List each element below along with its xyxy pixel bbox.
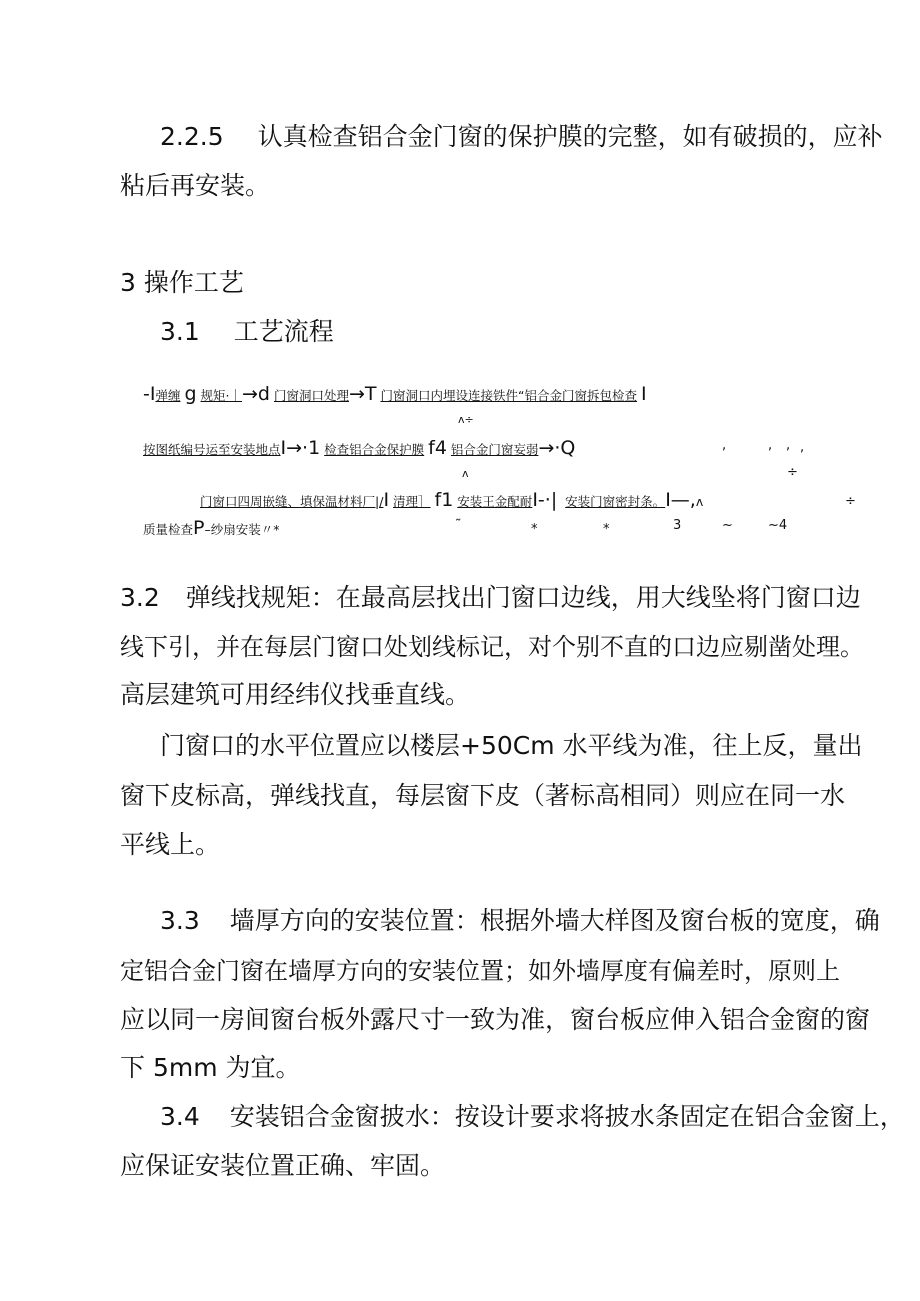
flow-arrow: I→·1 (280, 437, 321, 459)
flow-token: | (550, 489, 558, 511)
flow-token: I (640, 383, 647, 405)
flow-arrow: →·Q (538, 437, 576, 459)
section-3-2-line-2: 线下引，并在每层门窗口处划线标记，对个别不直的口边应剔凿处理。 (120, 633, 864, 661)
flow-mark: , (786, 438, 791, 453)
flow-step-chaibao: “铝合金门窗拆包检查 (518, 388, 637, 403)
flow-token: f4 (428, 437, 447, 459)
paragraph-text: 弹线找规矩：在最高层找出门窗口边线，用大线坠将门窗口边 (185, 583, 861, 612)
section-3-2-para-2-line-2: 窗下皮标高，弹线找直，每层窗下皮（著标高相同）则应在同一水 (120, 781, 846, 810)
section-3-2-para-2-line-3: 平线上。 (120, 830, 221, 859)
flow-row-4 (143, 517, 280, 539)
section-3-1-heading (160, 317, 334, 347)
flow-mark: 3 (673, 518, 682, 533)
section-2-2-5-line-2: 粘后再安装。 (120, 171, 271, 200)
section-3-3-line-4: 下 5mm 为宜。 (120, 1053, 301, 1082)
paragraph-text: 墙厚方向的安装位置：根据外墙大样图及窗台板的宽度，确 (229, 906, 880, 935)
flow-step-guiju: 规矩·｜ (200, 388, 242, 403)
flow-row-3 (200, 489, 704, 511)
section-number: 2.2.5 (160, 122, 224, 151)
flow-step-mifengtiao: 安装门窗密封条。 (565, 494, 666, 509)
flow-mark: , (768, 438, 773, 453)
flow-step-maishe: 门窗洞口内埋设连接铁件 (380, 388, 519, 403)
section-number: 3.4 (160, 1102, 200, 1131)
flow-step-qianfeng: 门窗口四周嵌缝、填保温材料厂|/ (200, 494, 384, 509)
flow-step-baohumo: 检查铝合金保护膜 (324, 442, 425, 457)
flow-mark: ˜ (455, 518, 462, 533)
flow-mark: , (800, 440, 805, 455)
section-3-3-line-3: 应以同一房间窗台板外露尺寸一致为准，窗台板应伸入铝合金窗的窗 (120, 1005, 871, 1034)
flow-arrow: →d (242, 383, 270, 405)
flow-mark: ʌ (462, 467, 469, 480)
section-title: 工艺流程 (233, 317, 334, 346)
flow-step-yunzhi: 按图纸编号运至安装地点 (143, 442, 281, 457)
flow-token: g (184, 383, 197, 405)
section-number: 3.2 (120, 583, 160, 612)
section-number: 3.1 (160, 317, 200, 346)
section-3-3-line-1 (160, 906, 880, 936)
flow-mark: ÷ (787, 465, 798, 480)
flow-mark: , (722, 438, 727, 453)
section-3-4-line-2: 应保证安装位置正确、牢固。 (120, 1151, 446, 1180)
flow-step-tanxian: 弹缠 (155, 388, 181, 403)
flow-mark: ~ (722, 518, 733, 533)
flow-token: -I (143, 383, 156, 405)
flow-step-shashan: –纱扇安装〃* (204, 522, 280, 537)
section-number: 3.3 (160, 906, 200, 935)
section-3-2-line-1 (120, 583, 861, 613)
flow-arrow: I—, (665, 489, 696, 511)
section-3-2-line-3: 高层建筑可用经纬仪找垂直线。 (120, 680, 471, 709)
flow-mark: ʌ÷ (458, 413, 474, 426)
flow-mark: ʌ (695, 494, 704, 509)
flow-step-qingli: 清理］ (393, 494, 431, 509)
flow-token: I-· (532, 489, 551, 511)
flow-step-peijian: 安装王金配耐 (457, 494, 533, 509)
flow-step-dongkou: 门窗洞口处理 (273, 388, 349, 403)
flow-arrow: →T (348, 383, 377, 405)
section-3-heading: 3 操作工艺 (120, 268, 244, 297)
flow-mark: * (603, 522, 610, 537)
flow-mark: * (531, 522, 538, 537)
flow-row-2 (143, 437, 576, 459)
section-3-2-para-2-line-1: 门窗口的水平位置应以楼层+50Cm 水平线为准，往上反，量出 (160, 731, 863, 760)
flow-mark: ÷ (845, 494, 856, 509)
paragraph-text: 安装铝合金窗披水：按设计要求将披水条固定在铝合金窗上， (229, 1102, 905, 1131)
section-2-2-5-line-1 (160, 122, 883, 152)
paragraph-text: 认真检查铝合金门窗的保护膜的完整，如有破损的，应补 (257, 122, 883, 151)
flow-step-tuoruo: 铝合金门窗妄弱 (450, 442, 539, 457)
flow-step-zhiliang: 质量检查 (143, 522, 194, 537)
flow-token: P (193, 517, 205, 539)
section-3-3-line-2: 定铝合金门窗在墙厚方向的安装位置；如外墙厚度有偏差时，原则上 (120, 957, 840, 985)
flow-row-1 (143, 383, 647, 405)
flow-token: f1 (434, 489, 454, 511)
flow-mark: ~4 (768, 518, 788, 533)
flow-token: I (383, 489, 390, 511)
section-3-4-line-1 (160, 1102, 905, 1132)
